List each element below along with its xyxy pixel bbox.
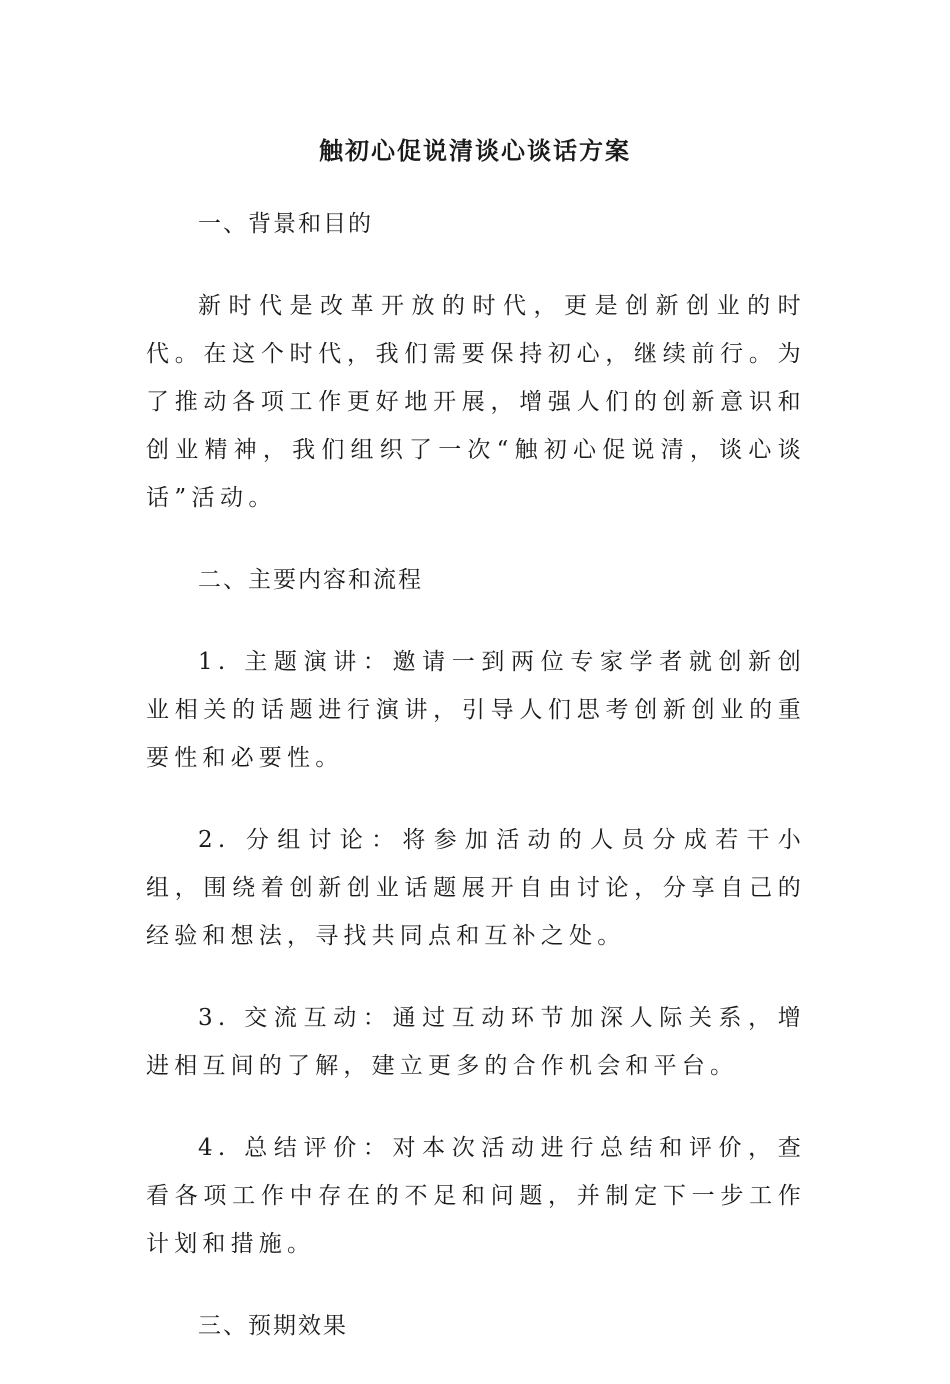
section-heading-expected-effect: 三、预期效果 xyxy=(198,1313,348,1339)
list-item-interaction: 3. 交流互动：通过互动环节加深人际关系，增进相互间的了解，建立更多的合作机会和平台。 xyxy=(146,1005,806,1079)
list-item-keynote: 1. 主题演讲：邀请一到两位专家学者就创新创业相关的话题进行演讲，引导人们思考创新创业的重要性和必要性。 xyxy=(146,649,806,771)
document-title: 触初心促说清谈心谈话方案 xyxy=(319,137,631,165)
document-body xyxy=(146,200,806,1384)
list-item-summary: 4. 总结评价：对本次活动进行总结和评价，查看各项工作中存在的不足和问题，并制定下一步工作计划和措施。 xyxy=(146,1135,806,1257)
section-heading-background: 一、背景和目的 xyxy=(198,211,373,237)
paragraph-background: 新时代是改革开放的时代，更是创新创业的时代。在这个时代，我们需要保持初心，继续前行。为了推动各项工作更好地开展，增强人们的创新意识和创业精神，我们组织了一次“触初心促说清，谈心谈话”活动。 xyxy=(146,293,806,511)
list-item-group-discussion: 2. 分组讨论：将参加活动的人员分成若干小组，围绕着创新创业话题展开自由讨论，分享自己的经验和想法，寻找共同点和互补之处。 xyxy=(146,827,806,949)
section-heading-content: 二、主要内容和流程 xyxy=(198,567,423,593)
